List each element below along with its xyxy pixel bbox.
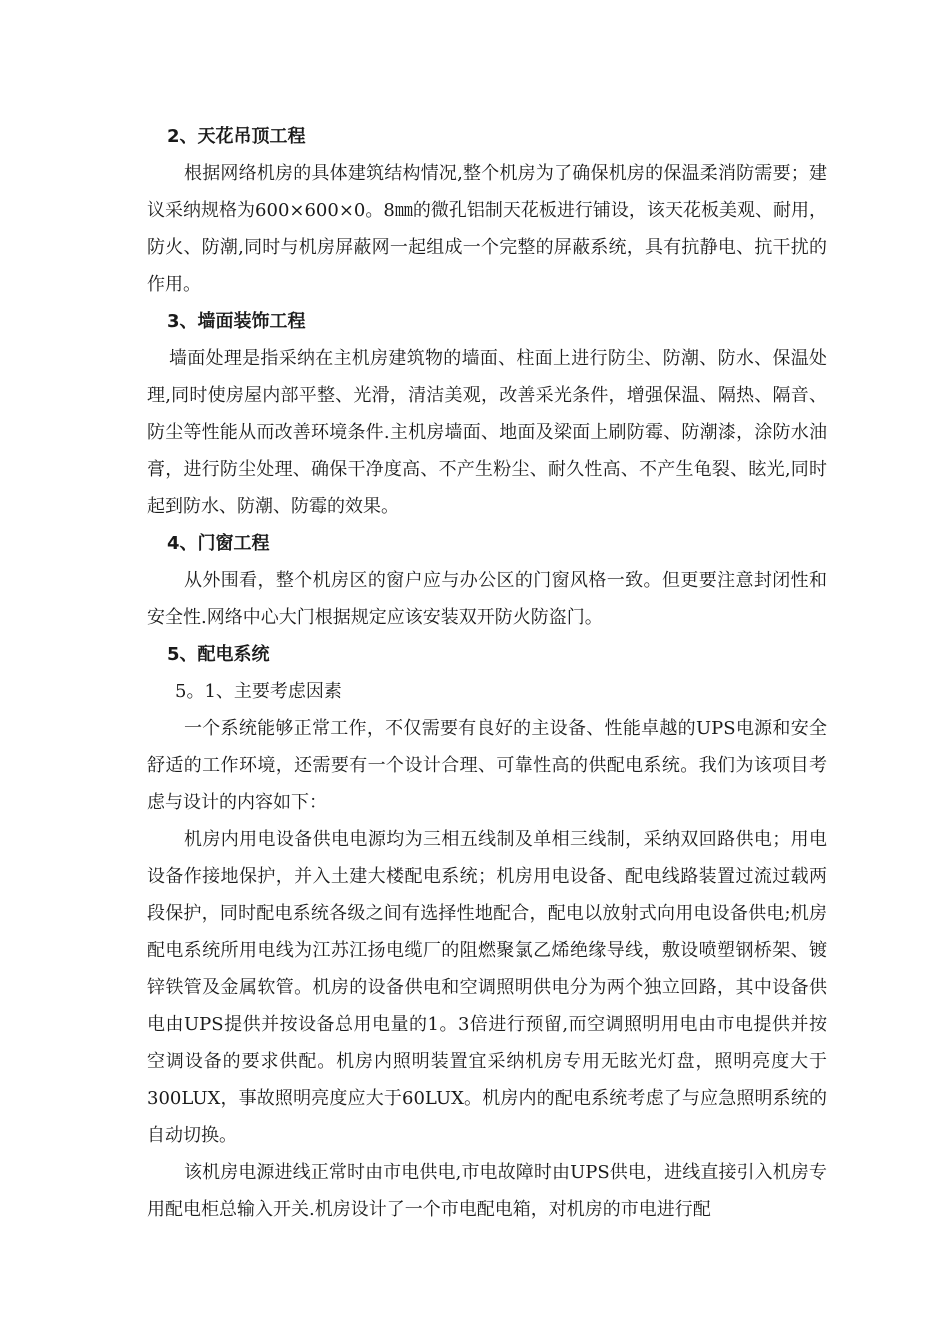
section-heading-doors-windows: 4、门窗工程: [167, 533, 270, 554]
paragraph-power-details: 机房内用电设备供电电源均为三相五线制及单相三线制，采纳双回路供电；用电设备作接地保护，并入土建大楼配电系统；机房用电设备、配电线路装置过流过载两段保护，同时配电系统各级之间有选择性地配合，配电以放射式向用电设备供电;机房配电系统所用电线为江苏江扬电缆厂的阻燃聚氯乙烯绝缘导线，敷设喷塑钢桥架、镀锌铁管及金属软管。机房的设备供电和空调照明供电分为两个独立回路，其中设备供电由UPS提供并按设备总用电量的1。3倍进行预留,而空调照明用电由市电提供并按空调设备的要求供配。机房内照明装置宜采纳机房专用无眩光灯盘，照明亮度大于300LUX，事故照明亮度应大于60LUX。机房内的配电系统考虑了与应急照明系统的自动切换。: [147, 829, 827, 1146]
subsection-heading-factors: 5。1、主要考虑因素: [175, 681, 342, 702]
paragraph-ceiling: 根据网络机房的具体建筑结构情况,整个机房为了确保机房的保温柔消防需要；建议采纳规格为600×600×0。8㎜的微孔铝制天花板进行铺设，该天花板美观、耐用，防火、防潮,同时与机房屏蔽网一起组成一个完整的屏蔽系统，具有抗静电、抗干扰的作用。: [147, 163, 827, 295]
section-heading-ceiling: 2、天花吊顶工程: [167, 126, 306, 147]
document-content: [147, 118, 827, 1228]
section-heading-power: 5、配电系统: [167, 644, 270, 665]
paragraph-power-supply: 该机房电源进线正常时由市电供电,市电故障时由UPS供电，进线直接引入机房专用配电柜总输入开关.机房设计了一个市电配电箱，对机房的市电进行配: [147, 1162, 827, 1220]
paragraph-doors-windows: 从外围看，整个机房区的窗户应与办公区的门窗风格一致。但更要注意封闭性和安全性.网络中心大门根据规定应该安装双开防火防盗门。: [147, 570, 827, 628]
section-heading-wall: 3、墙面装饰工程: [167, 311, 306, 332]
paragraph-wall: 墙面处理是指采纳在主机房建筑物的墙面、柱面上进行防尘、防潮、防水、保温处理,同时使房屋内部平整、光滑，清洁美观，改善采光条件，增强保温、隔热、隔音、防尘等性能从而改善环境条件.主机房墙面、地面及梁面上刷防霉、防潮漆，涂防水油膏，进行防尘处理、确保干净度高、不产生粉尘、耐久性高、不产生龟裂、眩光,同时起到防水、防潮、防霉的效果。: [147, 348, 827, 517]
paragraph-power-intro: 一个系统能够正常工作，不仅需要有良好的主设备、性能卓越的UPS电源和安全舒适的工作环境，还需要有一个设计合理、可靠性高的供配电系统。我们为该项目考虑与设计的内容如下：: [147, 718, 827, 813]
